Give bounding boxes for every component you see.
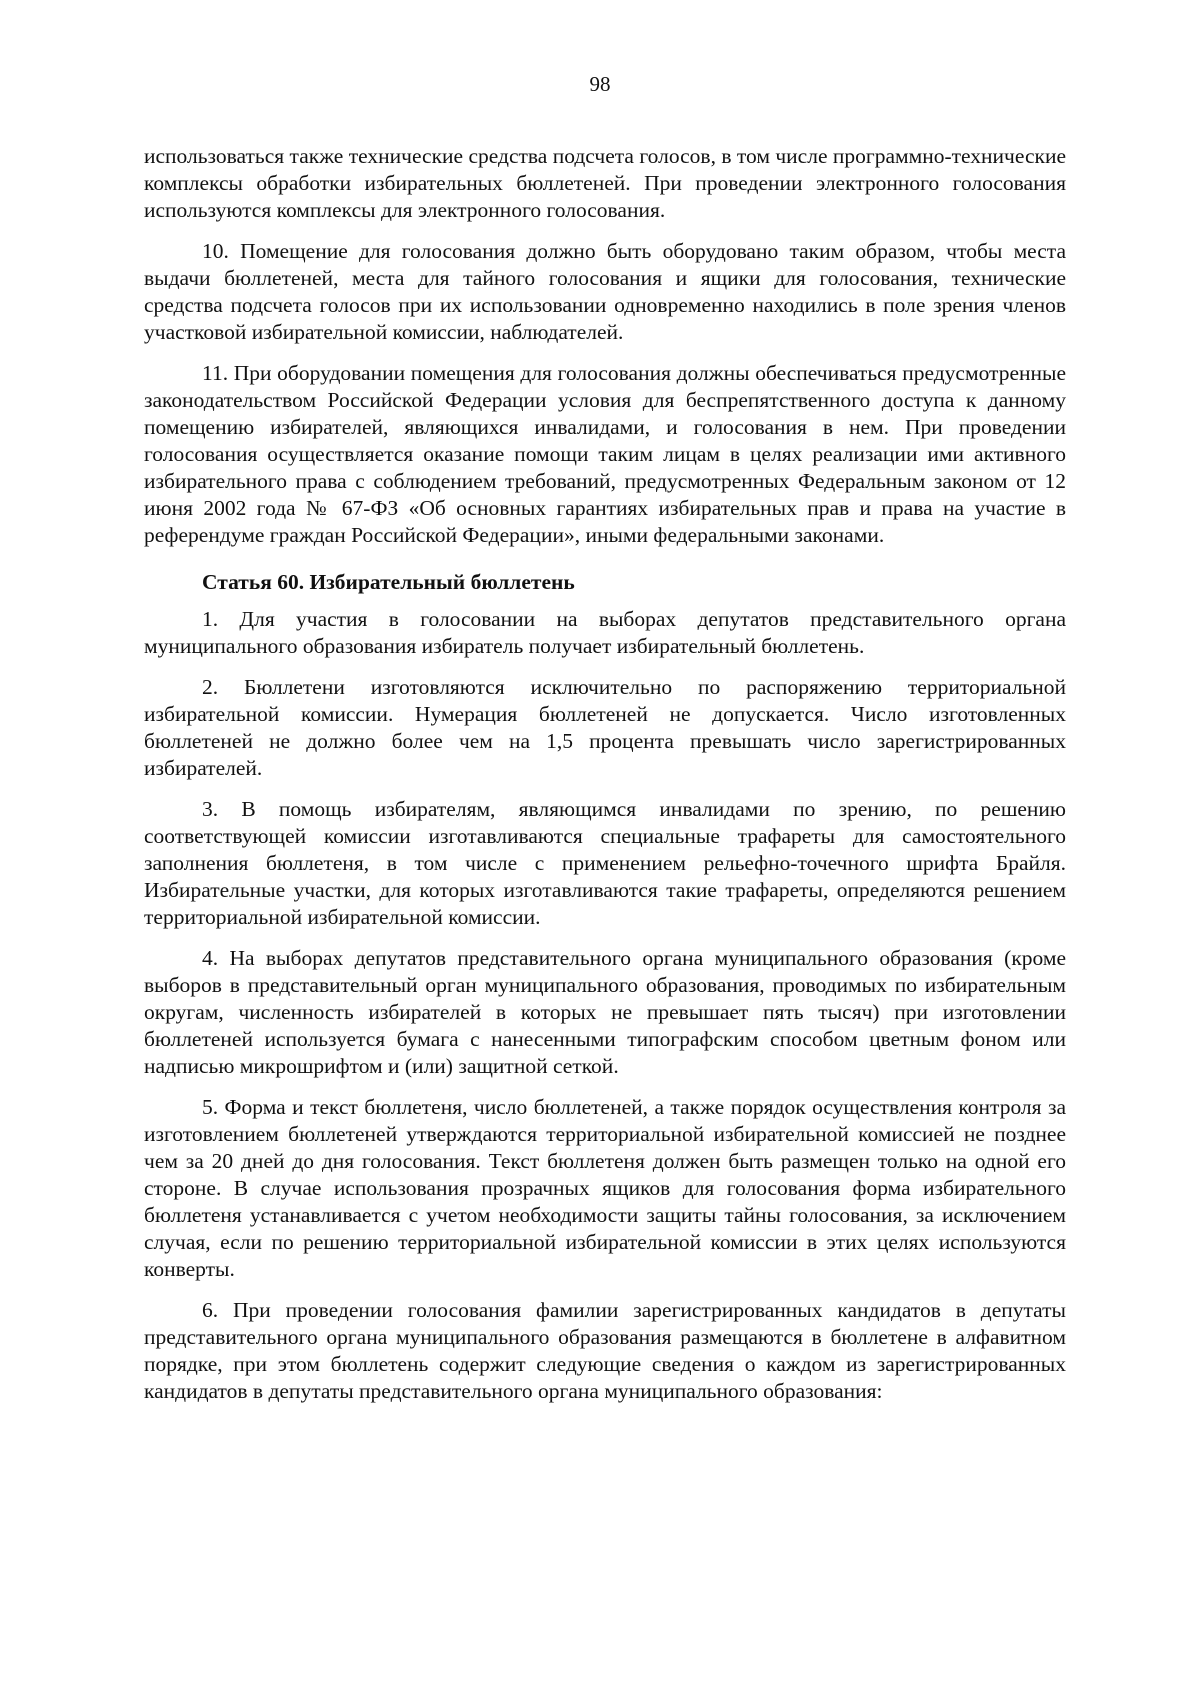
paragraph-clause-10: 10. Помещение для голосования должно быть оборудовано таким образом, чтобы места выдачи бюллетеней, места для тайного голосования и ящики для голосования, технические средства подсчета голосов при их использовании одновременно находились в поле зрения членов участковой избирательной комиссии, наблюдателей. (144, 239, 1066, 344)
document-body (144, 143, 1066, 1419)
page-number: 98 (589, 72, 611, 96)
paragraph-clause-11: 11. При оборудовании помещения для голосования должны обеспечиваться предусмотренные законодательством Российской Федерации условия для беспрепятственного доступа к данному помещению избирателей, являющихся инвалидами, и голосования в нем. При проведении голосования осуществляется оказание помощи таким лицам в целях реализации ими активного избирательного права с соблюдением требований, предусмотренных Федеральным законом от 12 июня 2002 года № 67-ФЗ «Об основных гарантиях избирательных прав и права на участие в референдуме граждан Российской Федерации», иными федеральными законами. (144, 361, 1066, 547)
paragraph-article-clause-2: 2. Бюллетени изготовляются исключительно по распоряжению территориальной избирательной комиссии. Нумерация бюллетеней не допускается. Число изготовленных бюллетеней не должно более чем на 1,5 процента превышать число зарегистрированных избирателей. (144, 675, 1066, 780)
paragraph-article-clause-4: 4. На выборах депутатов представительного органа муниципального образования (кроме выборов в представительный орган муниципального образования, проводимых по избирательным округам, численность избирателей в которых не превышает пять тысяч) при изготовлении бюллетеней используется бумага с нанесенными типографским способом цветным фоном или надписью микрошрифтом и (или) защитной сеткой. (144, 946, 1066, 1078)
paragraph-article-clause-1: 1. Для участия в голосовании на выборах депутатов представительного органа муниципального образования избиратель получает избирательный бюллетень. (144, 607, 1066, 658)
article-heading: Статья 60. Избирательный бюллетень (202, 570, 575, 594)
paragraph-article-clause-5: 5. Форма и текст бюллетеня, число бюллетеней, а также порядок осуществления контроля за изготовлением бюллетеней утверждаются территориальной избирательной комиссией не позднее чем за 20 дней до дня голосования. Текст бюллетеня должен быть размещен только на одной его стороне. В случае использования прозрачных ящиков для голосования форма избирательного бюллетеня устанавливается с учетом необходимости защиты тайны голосования, за исключением случая, если по решению территориальной избирательной комиссии в этих целях используются конверты. (144, 1095, 1066, 1281)
paragraph-article-clause-3: 3. В помощь избирателям, являющимся инвалидами по зрению, по решению соответствующей комиссии изготавливаются специальные трафареты для самостоятельного заполнения бюллетеня, в том числе с применением рельефно-точечного шрифта Брайля. Избирательные участки, для которых изготавливаются такие трафареты, определяются решением территориальной избирательной комиссии. (144, 797, 1066, 929)
paragraph-continuation: использоваться также технические средства подсчета голосов, в том числе программно-технические комплексы обработки избирательных бюллетеней. При проведении электронного голосования используются комплексы для электронного голосования. (144, 144, 1066, 222)
paragraph-article-clause-6: 6. При проведении голосования фамилии зарегистрированных кандидатов в депутаты представительного органа муниципального образования размещаются в бюллетене в алфавитном порядке, при этом бюллетень содержит следующие сведения о каждом из зарегистрированных кандидатов в депутаты представительного органа муниципального образования: (144, 1298, 1066, 1403)
